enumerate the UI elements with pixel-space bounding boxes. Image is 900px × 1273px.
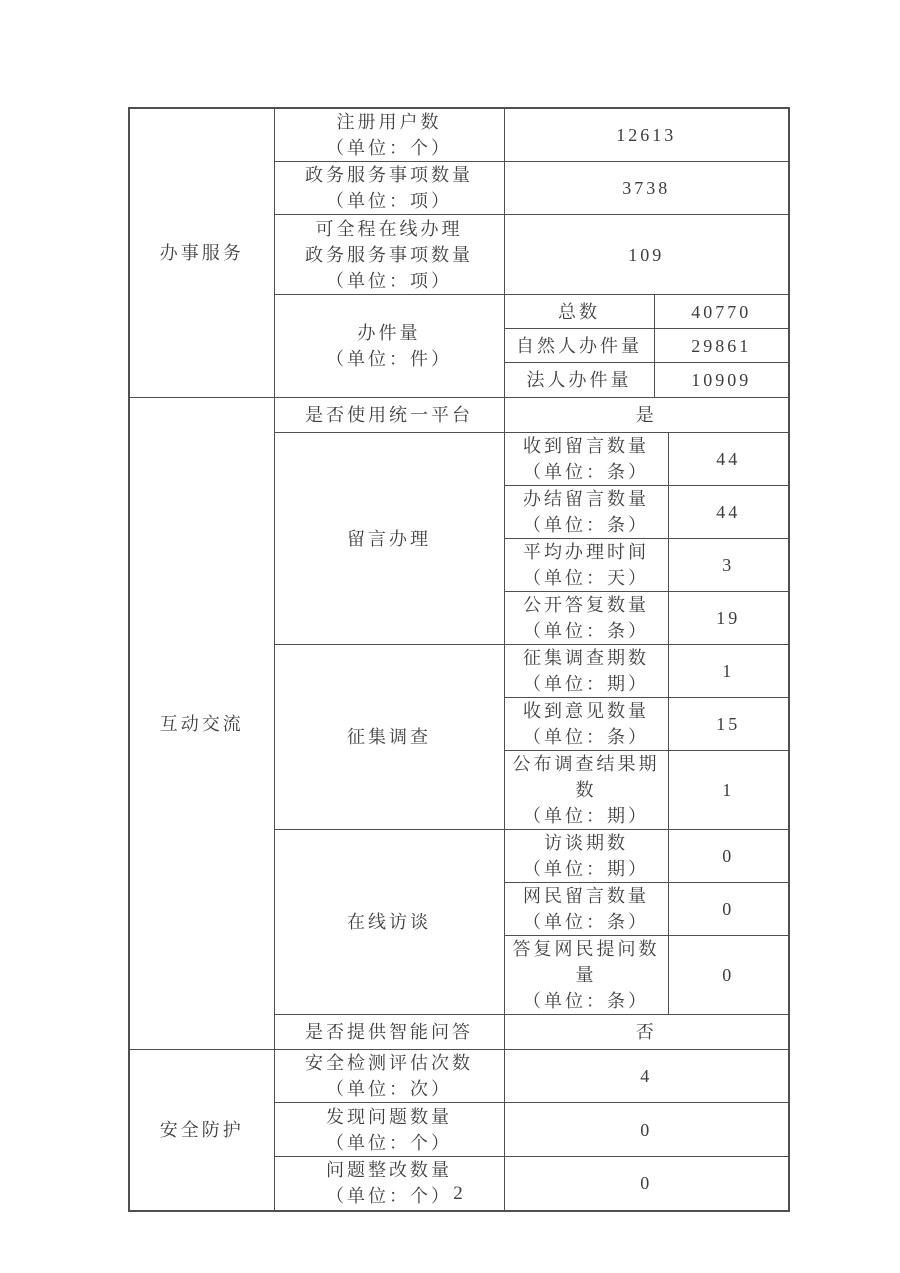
government-website-report-table [128, 107, 790, 1212]
label-cell [274, 108, 504, 162]
label-line: 注册用户数 [336, 112, 442, 132]
value-cell: 0 [504, 1157, 789, 1211]
sublabel-line: 公开答复数量 [523, 595, 649, 615]
value-cell: 1 [668, 751, 789, 830]
sublabel-cell [504, 592, 668, 645]
section-cell-interaction [129, 398, 274, 1050]
label-line: 是否提供智能问答 [305, 1022, 473, 1042]
value-cell: 否 [504, 1015, 789, 1050]
value-cell: 3738 [504, 162, 789, 215]
sublabel-cell [504, 645, 668, 698]
value-cell: 0 [668, 883, 789, 936]
value-cell: 29861 [654, 329, 789, 363]
value-cell: 3 [668, 539, 789, 592]
sublabel-line: 收到意见数量 [523, 701, 649, 721]
sublabel-line: 平均办理时间 [523, 542, 649, 562]
sublabel-line: 总数 [558, 301, 600, 322]
label-cell-case-volume [274, 295, 504, 398]
label-line: 发现问题数量 [326, 1106, 452, 1127]
sublabel-line: （单位：条） [523, 991, 649, 1011]
label-line: 安全检测评估次数 [305, 1053, 473, 1073]
sublabel-line: （单位：期） [523, 674, 649, 694]
value-cell: 4 [504, 1050, 789, 1103]
sublabel-line: 征集调查期数 [523, 648, 649, 668]
sublabel-cell [504, 295, 654, 329]
sublabel-line: 公布调查结果期数 [512, 754, 660, 800]
value-cell: 0 [668, 936, 789, 1015]
label-line: （单位：个） [326, 138, 452, 158]
sublabel-line: （单位：天） [523, 568, 649, 588]
sublabel-line: （单位：条） [523, 515, 649, 535]
label-line: （单位：个） [326, 1186, 452, 1207]
sublabel-cell [504, 751, 668, 830]
section-title: 安全防护 [159, 1119, 244, 1140]
sublabel-line: （单位：期） [523, 806, 649, 826]
label-line: （单位：项） [326, 191, 452, 211]
value-cell: 19 [668, 592, 789, 645]
sublabel-line: 法人办件量 [526, 370, 632, 390]
table-row [129, 108, 789, 162]
table-row [129, 1050, 789, 1103]
value-cell: 40770 [654, 295, 789, 329]
value-cell: 0 [668, 830, 789, 883]
sublabel-line: 访谈期数 [544, 833, 628, 853]
label-line: 是否使用统一平台 [305, 405, 473, 425]
value-cell: 109 [504, 215, 789, 295]
label-line: 办件量 [357, 323, 421, 343]
table-row [129, 398, 789, 433]
label-cell [274, 1015, 504, 1050]
section-title: 办事服务 [159, 243, 244, 263]
label-line: （单位：个） [326, 1132, 452, 1153]
label-cell [274, 398, 504, 433]
sublabel-cell [504, 936, 668, 1015]
section-title: 互动交流 [159, 713, 244, 734]
value-cell: 44 [668, 433, 789, 486]
value-cell: 15 [668, 698, 789, 751]
sublabel-line: （单位：条） [523, 727, 649, 747]
label-line: （单位：项） [326, 270, 452, 291]
sublabel-line: （单位：期） [523, 859, 649, 879]
sublabel-cell [504, 433, 668, 486]
label-cell [274, 1103, 504, 1157]
sublabel-line: （单位：条） [523, 462, 649, 482]
sublabel-cell [504, 363, 654, 398]
label-cell-online-interview [274, 830, 504, 1015]
value-cell: 是 [504, 398, 789, 433]
sublabel-cell [504, 830, 668, 883]
label-line: 在线访谈 [347, 912, 431, 932]
sublabel-cell [504, 486, 668, 539]
label-line: 政务服务事项数量 [305, 244, 473, 265]
value-cell: 0 [504, 1103, 789, 1157]
sublabel-cell [504, 698, 668, 751]
label-cell [274, 1050, 504, 1103]
sublabel-cell [504, 539, 668, 592]
label-line: 政务服务事项数量 [305, 165, 473, 185]
value-cell: 1 [668, 645, 789, 698]
label-line: 可全程在线办理 [315, 218, 463, 239]
label-line: （单位：件） [326, 349, 452, 369]
label-cell [274, 215, 504, 295]
section-cell-service [129, 108, 274, 398]
sublabel-line: 答复网民提问数量 [512, 939, 660, 985]
sublabel-line: 收到留言数量 [523, 436, 649, 456]
sublabel-line: 自然人办件量 [516, 335, 642, 356]
value-cell: 12613 [504, 108, 789, 162]
label-line: 征集调查 [347, 727, 431, 747]
label-cell-survey [274, 645, 504, 830]
value-cell: 10909 [654, 363, 789, 398]
sublabel-line: 网民留言数量 [523, 886, 649, 906]
sublabel-cell [504, 329, 654, 363]
label-line: （单位：次） [326, 1079, 452, 1099]
page-number: 2 [453, 1183, 463, 1204]
value-cell: 44 [668, 486, 789, 539]
label-line: 问题整改数量 [326, 1160, 452, 1181]
sublabel-cell [504, 883, 668, 936]
label-cell-message-handling [274, 433, 504, 645]
sublabel-line: （单位：条） [523, 912, 649, 932]
sublabel-line: （单位：条） [523, 621, 649, 641]
label-line: 留言办理 [347, 528, 431, 549]
sublabel-line: 办结留言数量 [523, 489, 649, 509]
label-cell [274, 162, 504, 215]
